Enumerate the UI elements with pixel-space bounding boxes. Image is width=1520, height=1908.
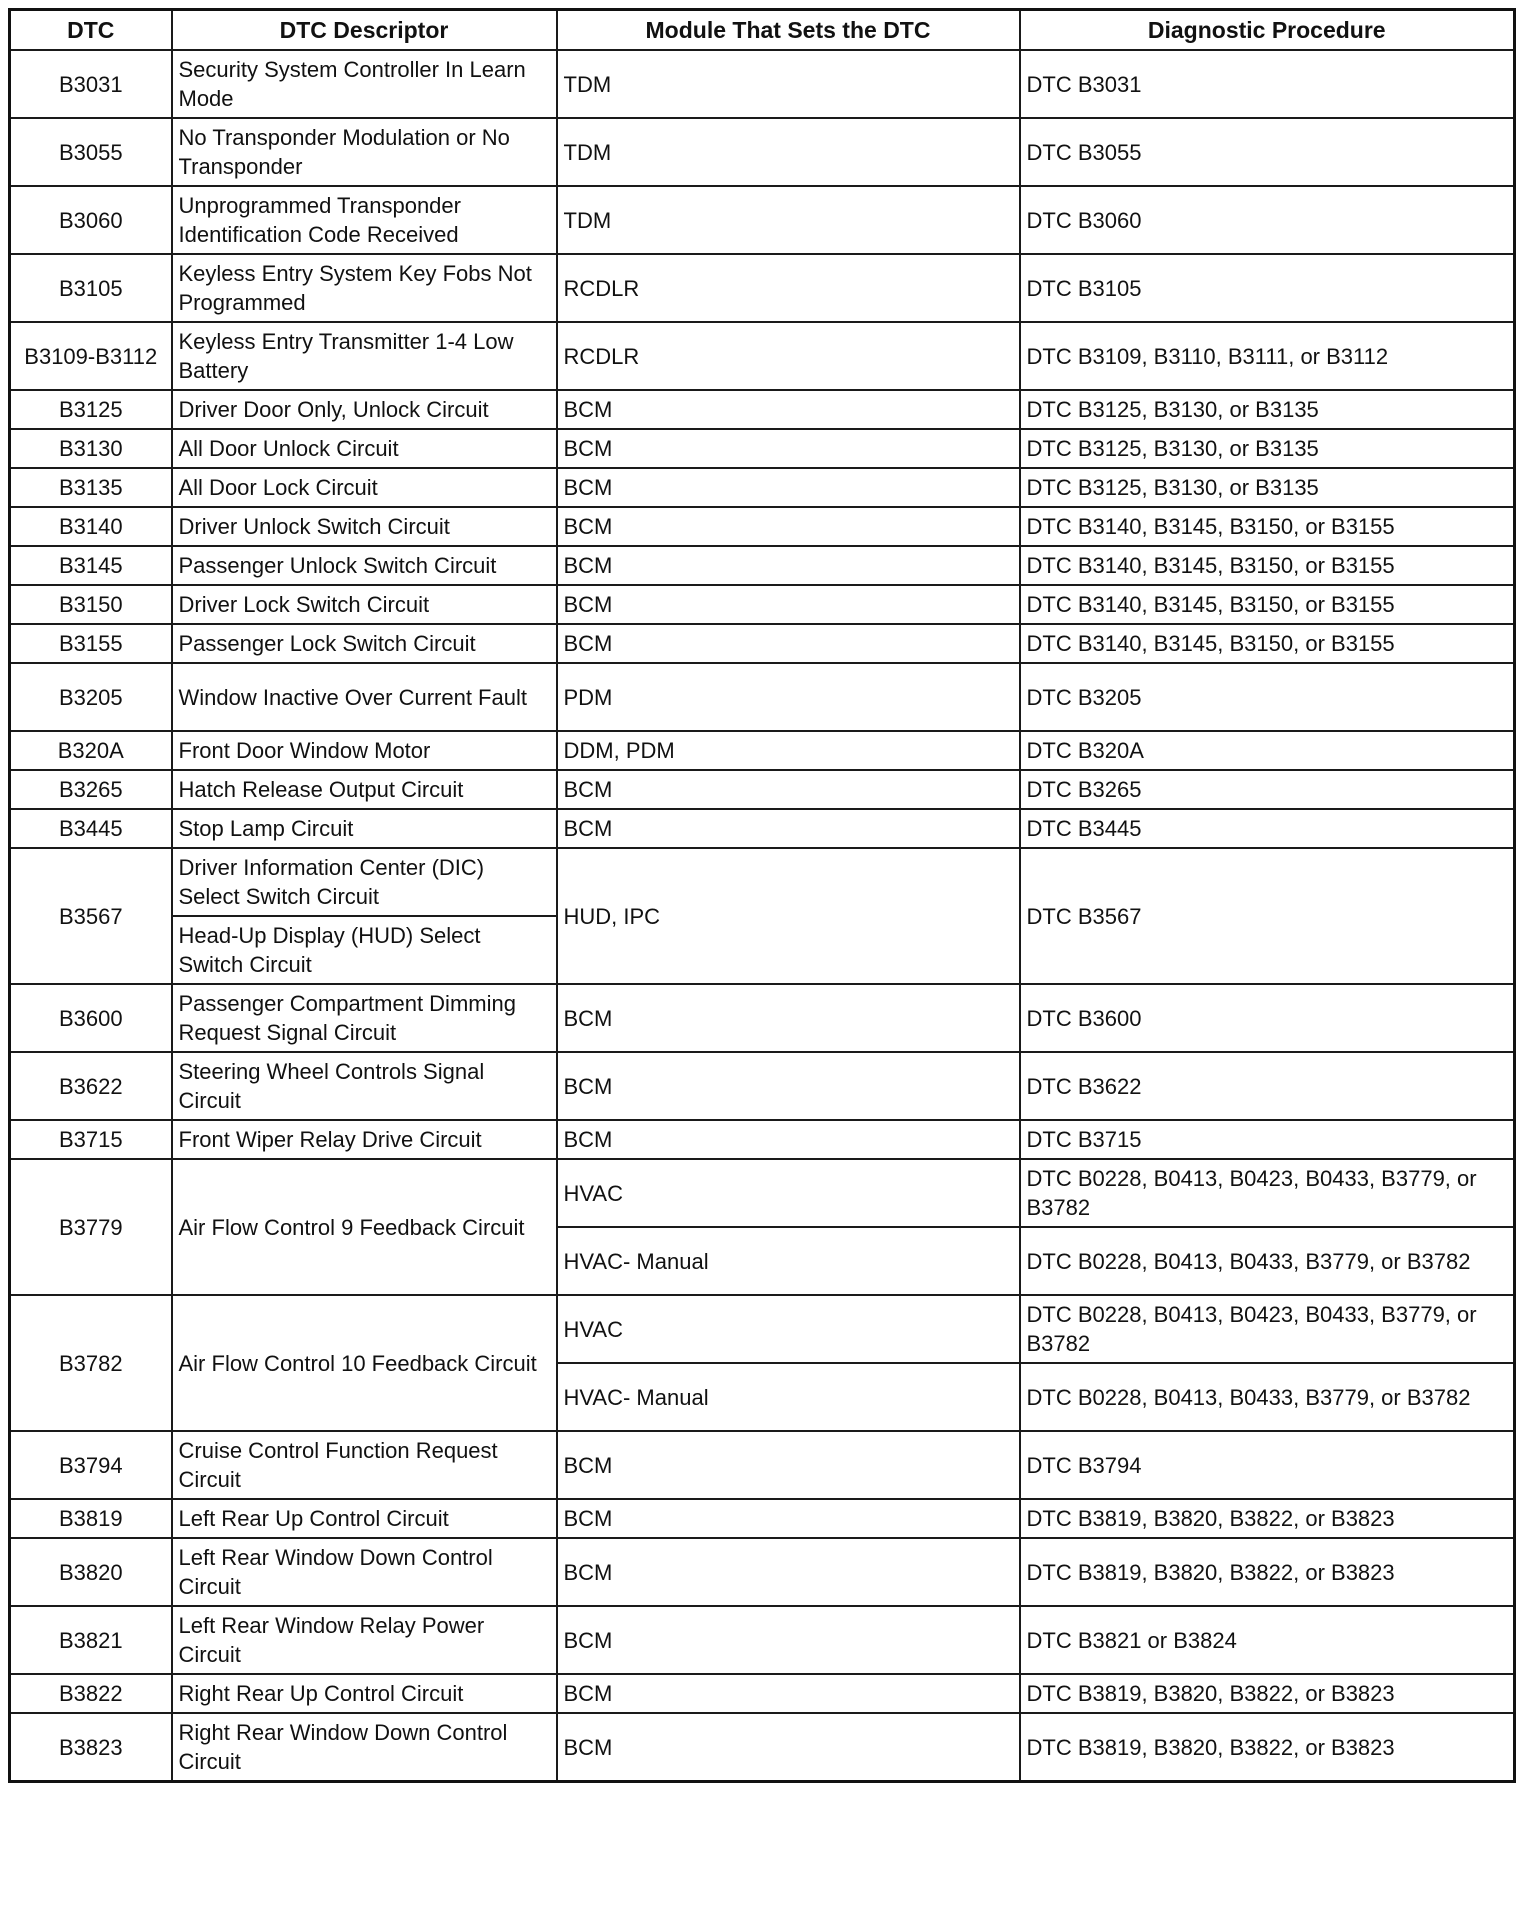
header-dtc: DTC <box>10 10 172 51</box>
dtc-procedure: DTC B3060 <box>1020 186 1515 254</box>
dtc-procedure: DTC B3622 <box>1020 1052 1515 1120</box>
dtc-code: B3145 <box>10 546 172 585</box>
dtc-procedure: DTC B3125, B3130, or B3135 <box>1020 468 1515 507</box>
dtc-code: B3794 <box>10 1431 172 1499</box>
dtc-module: BCM <box>557 1120 1020 1159</box>
table-row <box>10 186 1515 254</box>
header-descriptor: DTC Descriptor <box>172 10 557 51</box>
dtc-module: PDM <box>557 663 1020 731</box>
dtc-module: BCM <box>557 585 1020 624</box>
dtc-procedure: DTC B3821 or B3824 <box>1020 1606 1515 1674</box>
dtc-descriptor: Driver Lock Switch Circuit <box>172 585 557 624</box>
dtc-module: BCM <box>557 624 1020 663</box>
dtc-code: B3782 <box>10 1295 172 1431</box>
dtc-code: B3622 <box>10 1052 172 1120</box>
table-row <box>10 468 1515 507</box>
dtc-code: B3819 <box>10 1499 172 1538</box>
table-row <box>10 770 1515 809</box>
table-row <box>10 663 1515 731</box>
dtc-descriptor: Window Inactive Over Current Fault <box>172 663 557 731</box>
dtc-module: HVAC- Manual <box>557 1227 1020 1295</box>
table-row <box>10 1052 1515 1120</box>
table-row <box>10 1499 1515 1538</box>
dtc-descriptor: Left Rear Window Relay Power Circuit <box>172 1606 557 1674</box>
table-row <box>10 984 1515 1052</box>
dtc-descriptor: Cruise Control Function Request Circuit <box>172 1431 557 1499</box>
dtc-module: BCM <box>557 1431 1020 1499</box>
dtc-procedure: DTC B3140, B3145, B3150, or B3155 <box>1020 585 1515 624</box>
dtc-procedure: DTC B3205 <box>1020 663 1515 731</box>
dtc-procedure: DTC B3715 <box>1020 1120 1515 1159</box>
table-row <box>10 1606 1515 1674</box>
dtc-module: BCM <box>557 1052 1020 1120</box>
dtc-module: TDM <box>557 118 1020 186</box>
header-procedure: Diagnostic Procedure <box>1020 10 1515 51</box>
dtc-procedure: DTC B3819, B3820, B3822, or B3823 <box>1020 1674 1515 1713</box>
dtc-procedure: DTC B320A <box>1020 731 1515 770</box>
dtc-module: TDM <box>557 186 1020 254</box>
table-row <box>10 848 1515 916</box>
dtc-module: BCM <box>557 390 1020 429</box>
dtc-procedure: DTC B0228, B0413, B0433, B3779, or B3782 <box>1020 1363 1515 1431</box>
dtc-code: B3140 <box>10 507 172 546</box>
dtc-code: B3715 <box>10 1120 172 1159</box>
dtc-procedure: DTC B3140, B3145, B3150, or B3155 <box>1020 624 1515 663</box>
dtc-module: BCM <box>557 468 1020 507</box>
dtc-code: B3109-B3112 <box>10 322 172 390</box>
dtc-descriptor: Head-Up Display (HUD) Select Switch Circuit <box>172 916 557 984</box>
dtc-code: B3823 <box>10 1713 172 1782</box>
dtc-code: B3125 <box>10 390 172 429</box>
dtc-procedure: DTC B0228, B0413, B0433, B3779, or B3782 <box>1020 1227 1515 1295</box>
table-row <box>10 624 1515 663</box>
dtc-module: BCM <box>557 1674 1020 1713</box>
dtc-code: B3265 <box>10 770 172 809</box>
table-row <box>10 429 1515 468</box>
dtc-code: B3822 <box>10 1674 172 1713</box>
dtc-code: B3445 <box>10 809 172 848</box>
dtc-procedure: DTC B3819, B3820, B3822, or B3823 <box>1020 1499 1515 1538</box>
dtc-code: B3205 <box>10 663 172 731</box>
dtc-module: BCM <box>557 984 1020 1052</box>
dtc-code: B3600 <box>10 984 172 1052</box>
dtc-descriptor: Driver Information Center (DIC) Select Switch Circuit <box>172 848 557 916</box>
table-row <box>10 1295 1515 1363</box>
dtc-descriptor: Stop Lamp Circuit <box>172 809 557 848</box>
dtc-descriptor: Keyless Entry System Key Fobs Not Programmed <box>172 254 557 322</box>
dtc-descriptor: Passenger Unlock Switch Circuit <box>172 546 557 585</box>
dtc-code: B3060 <box>10 186 172 254</box>
dtc-module: HVAC <box>557 1159 1020 1227</box>
table-row <box>10 1431 1515 1499</box>
dtc-code: B3031 <box>10 50 172 118</box>
dtc-code: B3135 <box>10 468 172 507</box>
dtc-module: BCM <box>557 770 1020 809</box>
dtc-descriptor: Passenger Lock Switch Circuit <box>172 624 557 663</box>
table-row <box>10 507 1515 546</box>
dtc-table <box>8 8 1516 1783</box>
dtc-descriptor: Unprogrammed Transponder Identification Code Received <box>172 186 557 254</box>
table-row <box>10 118 1515 186</box>
table-header-row <box>10 10 1515 51</box>
dtc-procedure: DTC B3819, B3820, B3822, or B3823 <box>1020 1713 1515 1782</box>
dtc-descriptor: All Door Lock Circuit <box>172 468 557 507</box>
dtc-procedure: DTC B3125, B3130, or B3135 <box>1020 390 1515 429</box>
dtc-procedure: DTC B3445 <box>1020 809 1515 848</box>
dtc-module: BCM <box>557 507 1020 546</box>
dtc-descriptor: Air Flow Control 9 Feedback Circuit <box>172 1159 557 1295</box>
table-row <box>10 546 1515 585</box>
dtc-descriptor: Keyless Entry Transmitter 1-4 Low Battery <box>172 322 557 390</box>
dtc-procedure: DTC B0228, B0413, B0423, B0433, B3779, or B3782 <box>1020 1159 1515 1227</box>
dtc-code: B3821 <box>10 1606 172 1674</box>
dtc-descriptor: Left Rear Up Control Circuit <box>172 1499 557 1538</box>
dtc-descriptor: No Transponder Modulation or No Transponder <box>172 118 557 186</box>
dtc-code: B3055 <box>10 118 172 186</box>
dtc-descriptor: Steering Wheel Controls Signal Circuit <box>172 1052 557 1120</box>
dtc-module: HVAC- Manual <box>557 1363 1020 1431</box>
dtc-module: BCM <box>557 1713 1020 1782</box>
dtc-procedure: DTC B3055 <box>1020 118 1515 186</box>
dtc-code: B3779 <box>10 1159 172 1295</box>
dtc-descriptor: Passenger Compartment Dimming Request Signal Circuit <box>172 984 557 1052</box>
dtc-module: BCM <box>557 1499 1020 1538</box>
dtc-code: B3567 <box>10 848 172 984</box>
dtc-descriptor: Left Rear Window Down Control Circuit <box>172 1538 557 1606</box>
dtc-procedure: DTC B3819, B3820, B3822, or B3823 <box>1020 1538 1515 1606</box>
table-row <box>10 731 1515 770</box>
table-row <box>10 1538 1515 1606</box>
dtc-procedure: DTC B3140, B3145, B3150, or B3155 <box>1020 507 1515 546</box>
table-row <box>10 1674 1515 1713</box>
dtc-code: B320A <box>10 731 172 770</box>
dtc-module: HVAC <box>557 1295 1020 1363</box>
dtc-procedure: DTC B3794 <box>1020 1431 1515 1499</box>
table-row <box>10 50 1515 118</box>
dtc-descriptor: Hatch Release Output Circuit <box>172 770 557 809</box>
dtc-procedure: DTC B3031 <box>1020 50 1515 118</box>
dtc-code: B3130 <box>10 429 172 468</box>
dtc-module: BCM <box>557 1538 1020 1606</box>
table-row <box>10 390 1515 429</box>
dtc-module: HUD, IPC <box>557 848 1020 984</box>
dtc-module: RCDLR <box>557 322 1020 390</box>
dtc-descriptor: All Door Unlock Circuit <box>172 429 557 468</box>
dtc-descriptor: Security System Controller In Learn Mode <box>172 50 557 118</box>
dtc-module: DDM, PDM <box>557 731 1020 770</box>
dtc-descriptor: Air Flow Control 10 Feedback Circuit <box>172 1295 557 1431</box>
dtc-procedure: DTC B3265 <box>1020 770 1515 809</box>
table-row <box>10 1159 1515 1227</box>
dtc-procedure: DTC B3125, B3130, or B3135 <box>1020 429 1515 468</box>
dtc-procedure: DTC B3600 <box>1020 984 1515 1052</box>
dtc-descriptor: Driver Door Only, Unlock Circuit <box>172 390 557 429</box>
dtc-module: TDM <box>557 50 1020 118</box>
dtc-descriptor: Front Wiper Relay Drive Circuit <box>172 1120 557 1159</box>
dtc-procedure: DTC B3567 <box>1020 848 1515 984</box>
dtc-descriptor: Right Rear Window Down Control Circuit <box>172 1713 557 1782</box>
dtc-procedure: DTC B3105 <box>1020 254 1515 322</box>
dtc-code: B3155 <box>10 624 172 663</box>
dtc-code: B3820 <box>10 1538 172 1606</box>
table-row <box>10 322 1515 390</box>
dtc-descriptor: Driver Unlock Switch Circuit <box>172 507 557 546</box>
dtc-code: B3150 <box>10 585 172 624</box>
dtc-module: BCM <box>557 546 1020 585</box>
header-module: Module That Sets the DTC <box>557 10 1020 51</box>
dtc-code: B3105 <box>10 254 172 322</box>
dtc-descriptor: Right Rear Up Control Circuit <box>172 1674 557 1713</box>
table-row <box>10 254 1515 322</box>
table-row <box>10 1120 1515 1159</box>
table-row <box>10 1713 1515 1782</box>
dtc-module: BCM <box>557 429 1020 468</box>
dtc-module: BCM <box>557 1606 1020 1674</box>
dtc-procedure: DTC B3109, B3110, B3111, or B3112 <box>1020 322 1515 390</box>
table-row <box>10 809 1515 848</box>
dtc-procedure: DTC B0228, B0413, B0423, B0433, B3779, or B3782 <box>1020 1295 1515 1363</box>
dtc-procedure: DTC B3140, B3145, B3150, or B3155 <box>1020 546 1515 585</box>
dtc-module: RCDLR <box>557 254 1020 322</box>
table-row <box>10 585 1515 624</box>
dtc-descriptor: Front Door Window Motor <box>172 731 557 770</box>
dtc-module: BCM <box>557 809 1020 848</box>
